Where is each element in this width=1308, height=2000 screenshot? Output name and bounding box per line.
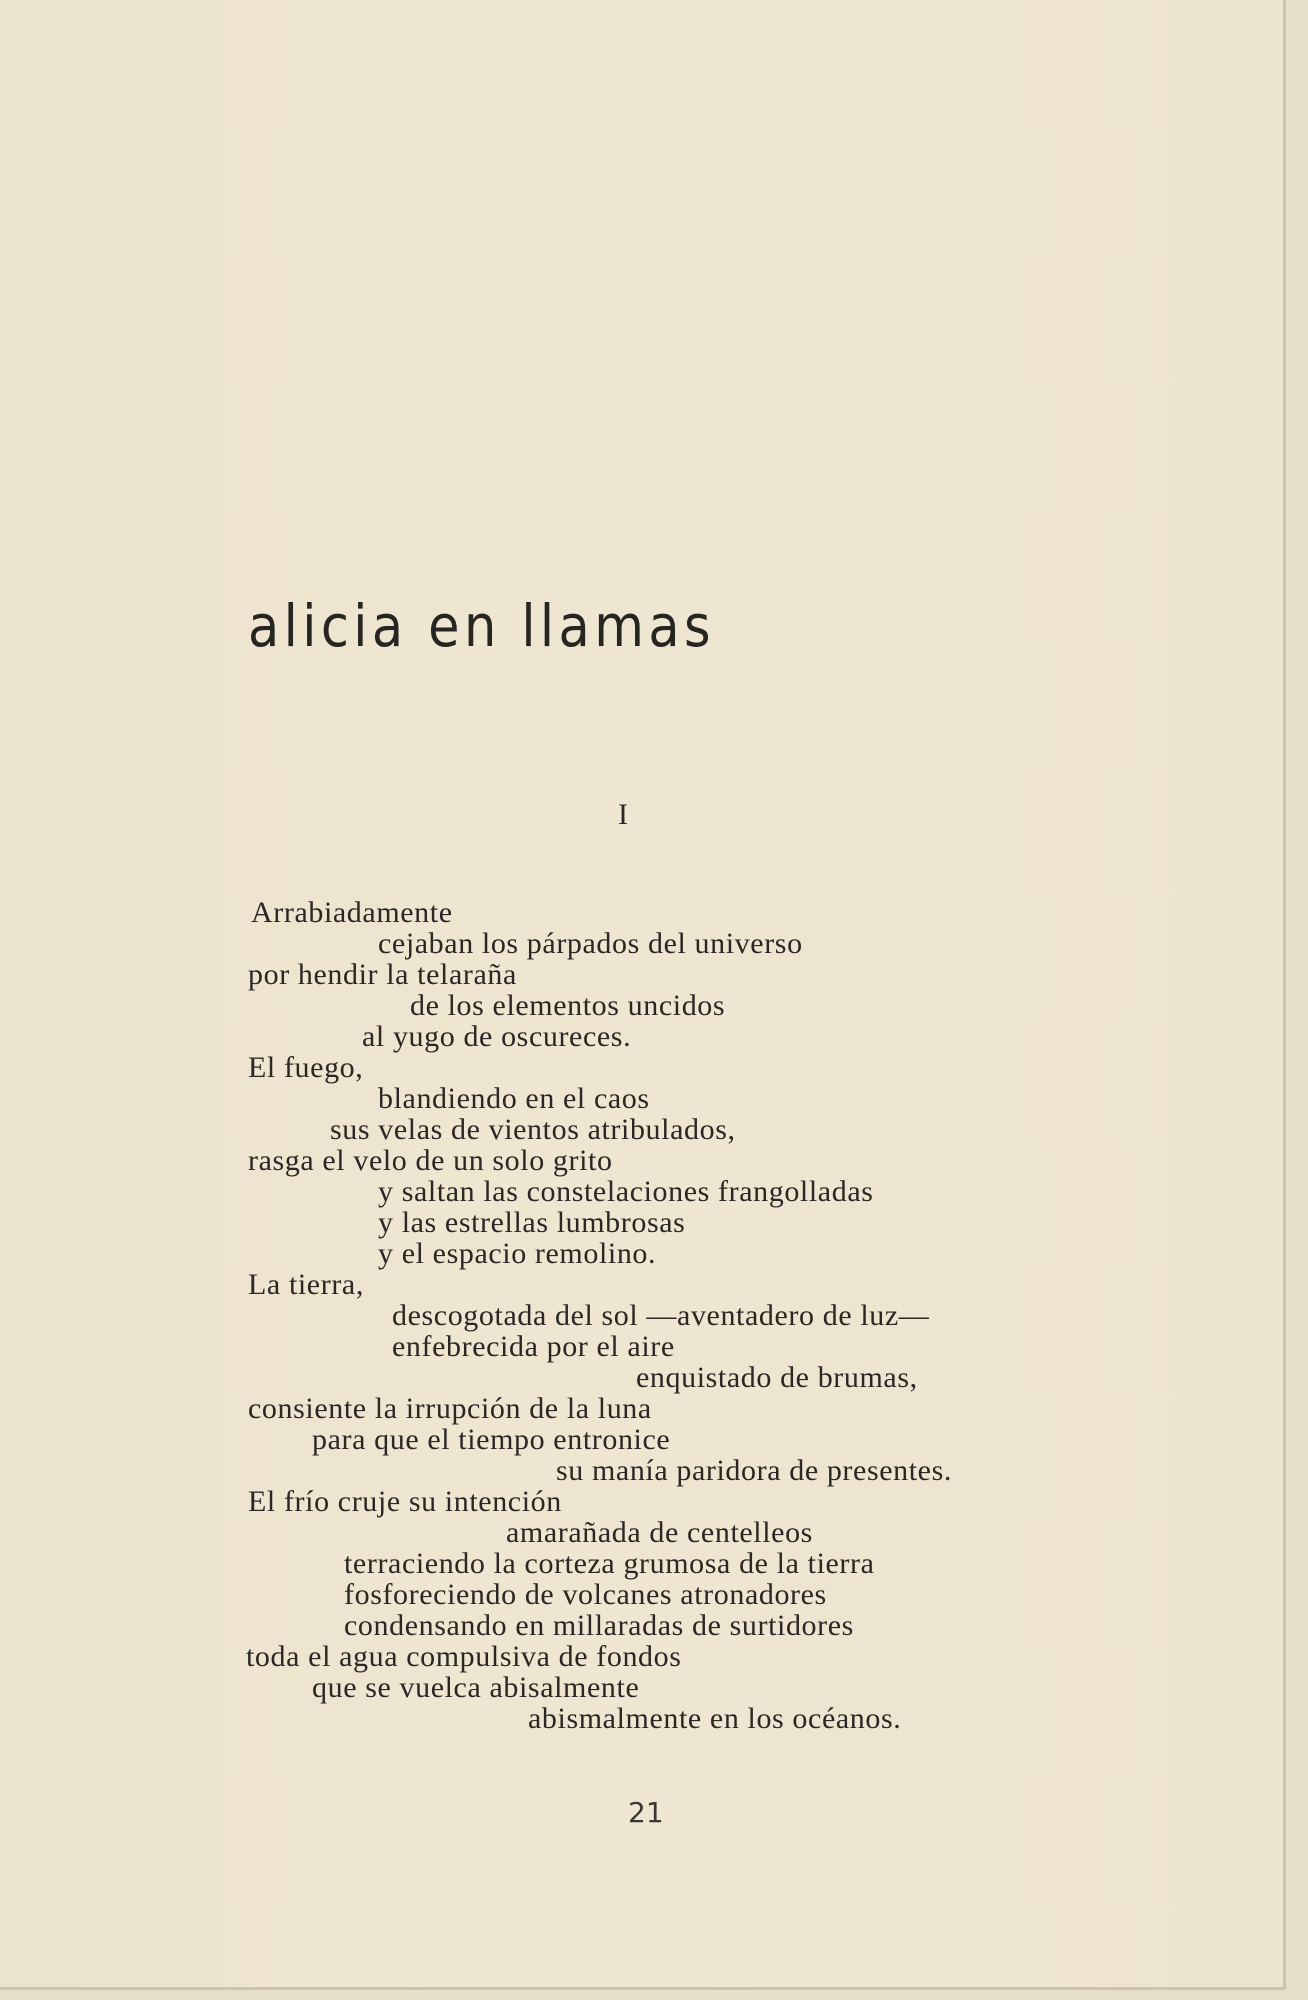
poem-line: descogotada del sol —aventadero de luz— (392, 1299, 930, 1332)
poem-line: que se vuelca abisalmente (312, 1671, 640, 1704)
poem-line: al yugo de oscureces. (362, 1020, 632, 1053)
poem-line: El fuego, (248, 1051, 364, 1084)
poem-line: rasga el velo de un solo grito (248, 1144, 613, 1177)
poem-line: La tierra, (248, 1268, 364, 1301)
poem-line: enquistado de brumas, (636, 1361, 918, 1394)
poem-line: amarañada de centelleos (506, 1516, 813, 1549)
page-number: 21 (628, 1796, 664, 1829)
poem-line: de los elementos uncidos (410, 989, 726, 1022)
poem-line: blandiendo en el caos (378, 1082, 650, 1115)
section-numeral: I (618, 798, 628, 831)
poem-line: para que el tiempo entronice (312, 1423, 671, 1456)
poem-line: condensando en millaradas de surtidores (344, 1609, 854, 1642)
poem-line: y el espacio remolino. (378, 1237, 657, 1270)
poem-title: alicia en llamas (248, 592, 715, 660)
poem-line: y las estrellas lumbrosas (378, 1206, 686, 1239)
poem-line: toda el agua compulsiva de fondos (246, 1640, 682, 1673)
poem-line: cejaban los párpados del universo (378, 927, 803, 960)
poem-line: consiente la irrupción de la luna (248, 1392, 652, 1425)
poem-line: sus velas de vientos atribulados, (330, 1113, 736, 1146)
poem-line: por hendir la telaraña (248, 958, 517, 991)
poem-line: fosforeciendo de volcanes atronadores (344, 1578, 827, 1611)
poem-line: su manía paridora de presentes. (556, 1454, 952, 1487)
poem-line: y saltan las constelaciones frangolladas (378, 1175, 874, 1208)
poem-line: abismalmente en los océanos. (528, 1702, 902, 1735)
poem-line: enfebrecida por el aire (392, 1330, 675, 1363)
poem-line: Arrabiadamente (251, 896, 453, 929)
poem-body (0, 898, 1286, 1758)
poem-line: El frío cruje su intención (248, 1485, 562, 1518)
poem-line: terraciendo la corteza grumosa de la tierra (344, 1547, 875, 1580)
